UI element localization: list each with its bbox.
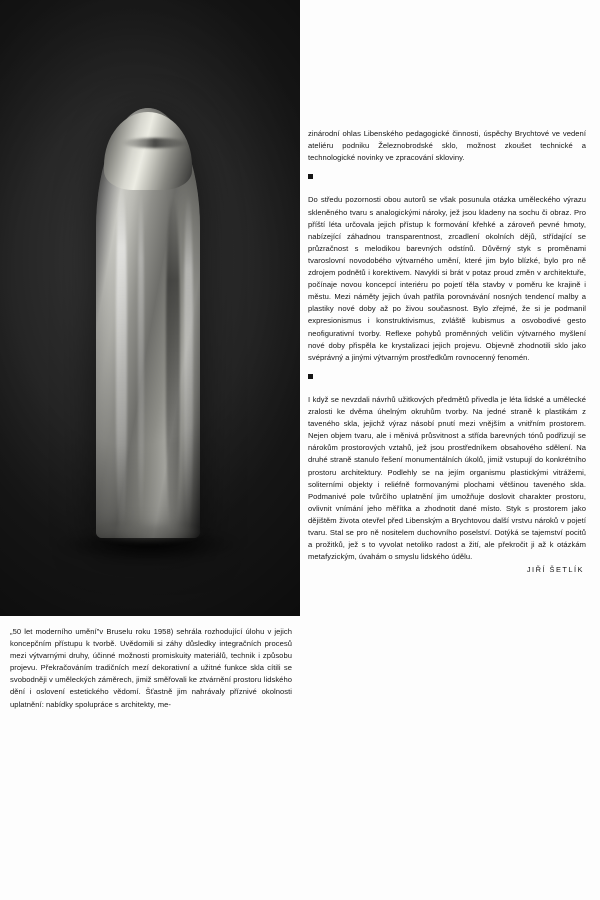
square-bullet-icon [308,174,313,179]
paragraph-1: zinárodní ohlas Libenského pedagogické činnosti, úspěchy Brychtové ve vedení ateliéru podniku Železnobrodské sklo, možnost zkoušet technické a technologické novinky ve zpracování skloviny. [308,129,586,163]
square-bullet-icon [308,374,313,379]
figure-caption: „50 let moderního umění"v Bruselu roku 1958) sehrála rozhodující úlohu v jejich koncepčním přístupu k tvorbě. Uvědomili si záhy důsledky integračních procesů mezi výtvarnými druhy, účinné možnosti promiskuity materiálů, technik i způsobu projevu. Překračováním tradičních mezí dekorativní a užitné funkce skla cítili se svobodněji v uměleckých záměrech, jimiž směřovali ke ztvárnění prostoru lidského dění i oslovení estetického vědomí. Šťastně jim nahrávaly příznivé okolnosti uplatnění: nabídky spolupráce s architekty, me- [10,627,292,709]
paragraph-2-text: Do středu pozornosti obou autorů se však posunula otázka uměleckého výrazu skleněného tvaru s analogickými nároky, jež jsou kladeny na sochu či obraz. Pro příští léta určovala jejich přístup k formování křehké a zároveň pevné hmoty, nabízející záhadnou transparentnost, zrcadlení okolních dějů, střídající se průzračnost s melodikou barevných odstínů. Důvěrný styk s proměnami tvaroslovní novodobého výtvarného umění, které jim bylo blízké, bylo pro ně zdrojem podnětů i korektivem. Navykli si brát v potaz proud změn v architektuře, počínaje novou koncepcí interiéru po pojetí těla stavby v poměru ke krajině i městu. Mezi náměty jejich úvah patřila porovnávání nosných tendencí malby a plastiky nové doby až po živou současnost. Bylo zřejmé, že si je podmanil expresionismus i konstruktivismus, zvláště kubismus a osvobodivé gesto neofigurativní tvorby. Reflexe pohybů proměnných veličin výtvarného myšlení nové doby přispěla ke krystalizaci jejich projevu. Objevně zhodnotili sklo jako svéprávný a jinými výtvarným prostředkům rovnocenný fenomén. [308,195,586,362]
right-column [308,128,586,574]
photo-vignette [0,0,300,616]
paragraph-3-text: I když se nevzdali návrhů užitkových předmětů přivedla je léta lidské a umělecké zralosti ke dvěma úhelným okruhům tvorby. Na jedné straně k plastikám z taveného skla, jejichž výraz násobí pnutí mezi vnějším a vnitřním prostorem. Nejen objem tvaru, ale i měnivá průsvitnost a střída barevných tónů podřizují se nárokům prostorových vztahů, jež jsou prostředníkem obsahového sdělení. Na druhé straně stanulo řešení monumentálních úkolů, jimiž vstupují do konkrétního prostoru architektury. Podlehly se na jejím organismu plastickými vitrážemi, soliterními objekty i reliéfně formovanými plochami většinou taveného skla. Podmanivé pole tvůrčího uplatnění jim umožňuje doslovit charakter prostoru, ovlivnit vnímání jeho měřítka a zhodnotit dané místo. Styk s prostorem jako dějištěm života otevřel před Libenským a Brychtovou další vrstvu nároků v pojetí tvaru. Stal se pro ně nositelem duchovního poselství. Dotýká se tajemství pocitů a prožitků, jež s to vyvolat netoliko radost a žití, ale překročit ji až k otázkám metafyzickým, úvahám o smyslu lidského údělu. [308,394,586,562]
author-signature: JIŘÍ ŠETLÍK [526,565,584,575]
figure-glass-sculpture-photograph [0,0,300,616]
paragraph-2 [308,170,586,364]
paragraph-3 [308,370,586,564]
left-column [10,626,292,711]
